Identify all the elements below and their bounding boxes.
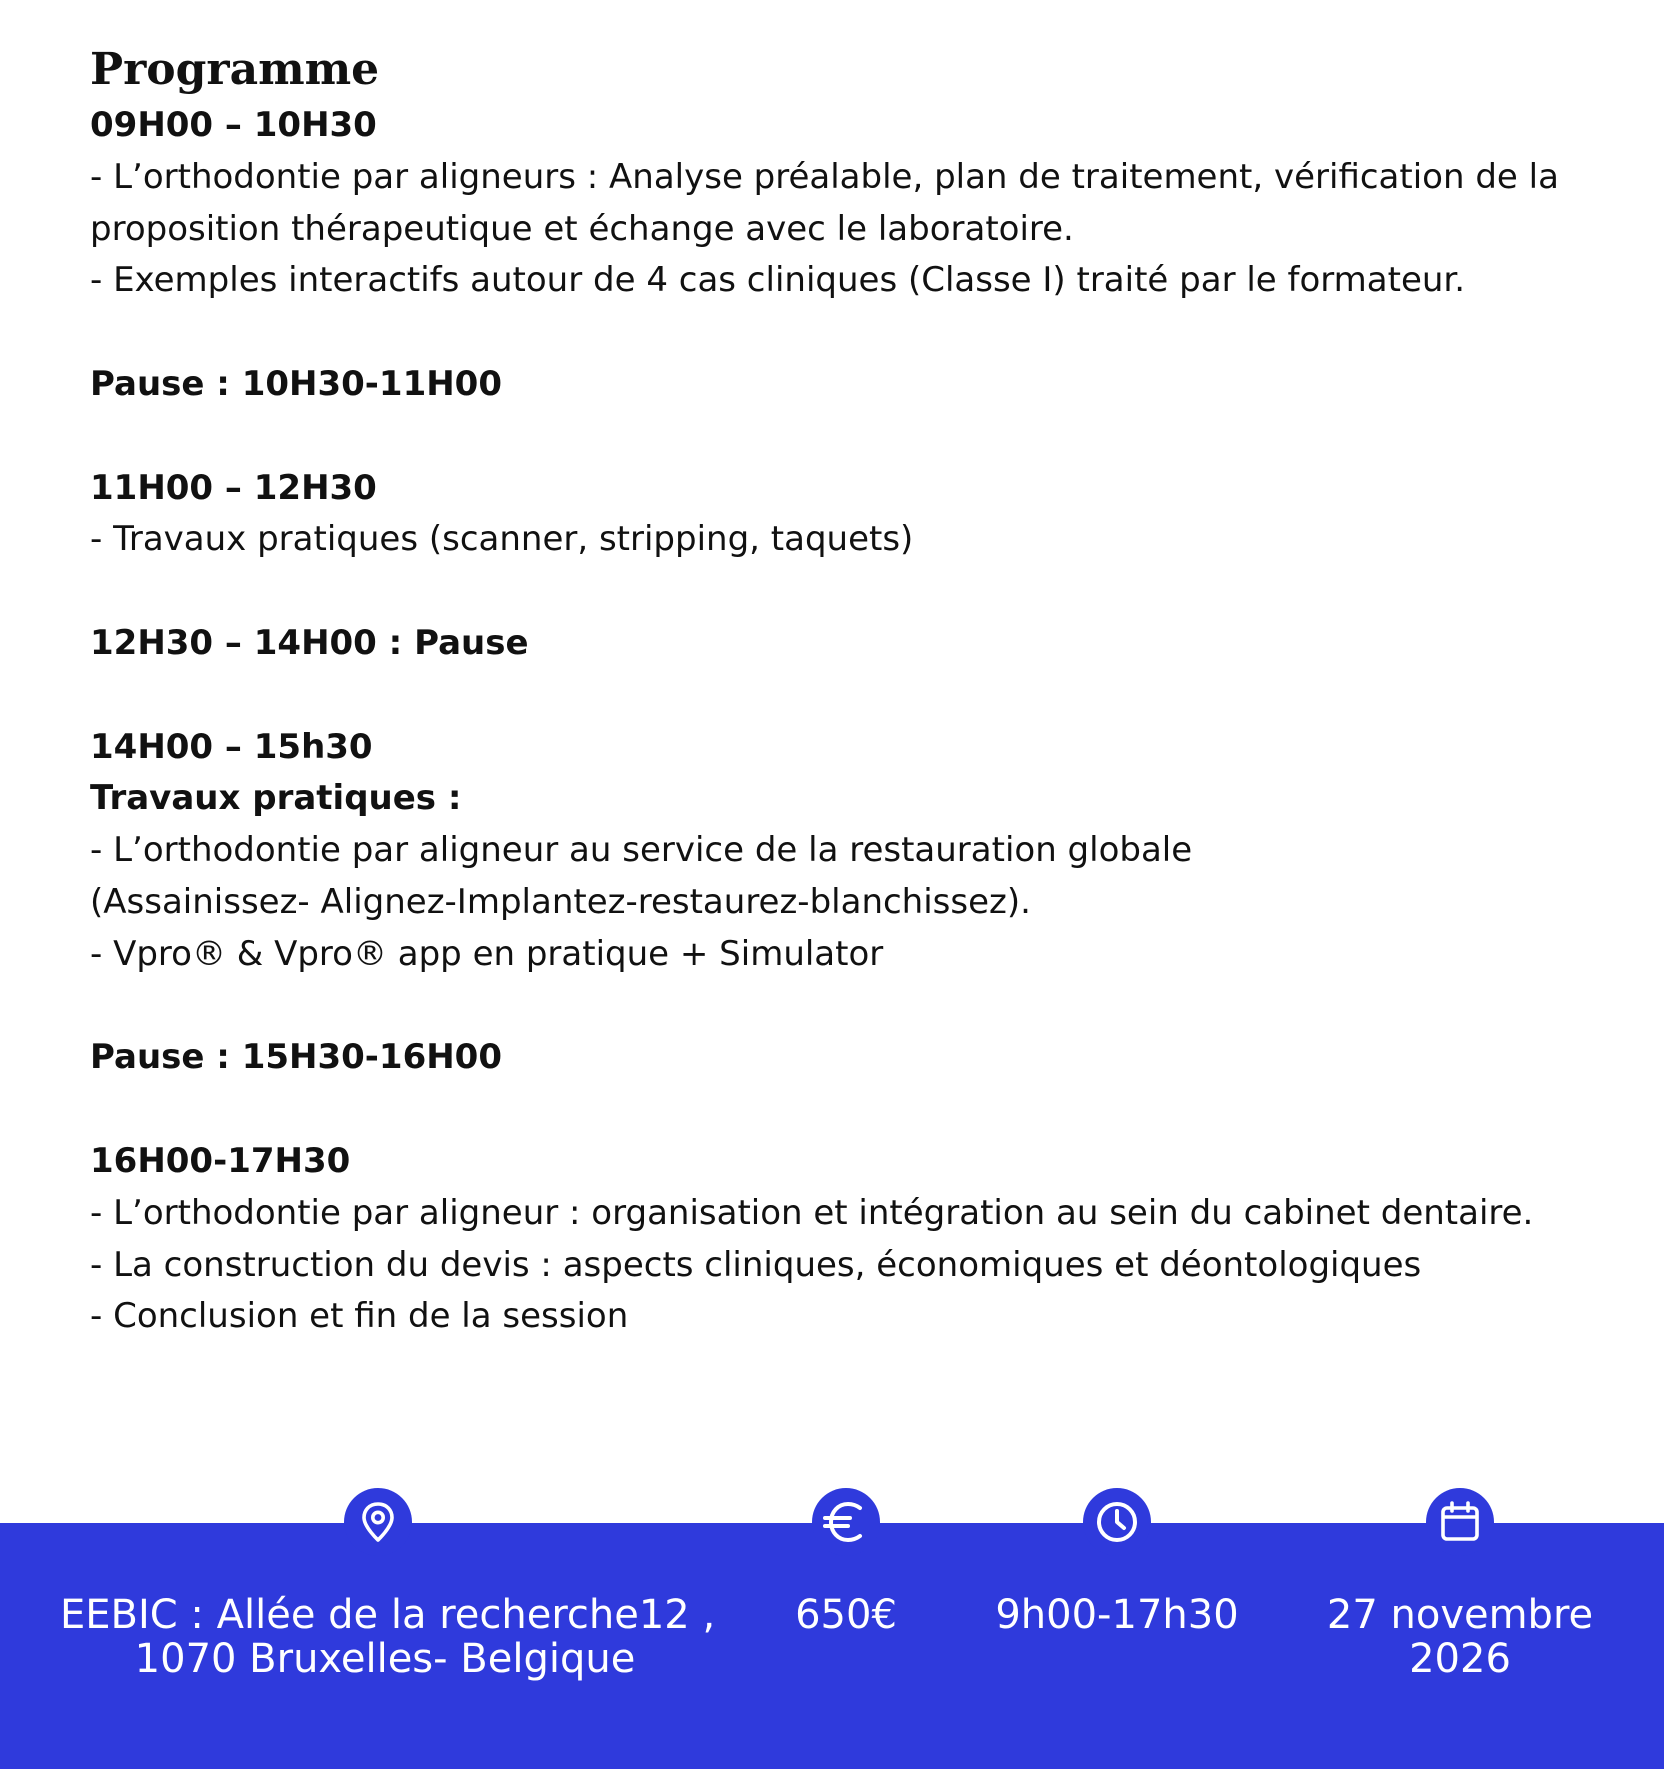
schedule-item: - L’orthodontie par aligneurs : Analyse préalable, plan de traitement, vérification de la — [90, 156, 1559, 197]
schedule-heading: 11H00 – 12H30 — [90, 467, 377, 508]
hours-value: 9h00-17h30 — [995, 1592, 1239, 1638]
euro-icon — [812, 1488, 880, 1556]
date-line-1: 27 novembre — [1326, 1592, 1594, 1638]
spacer — [90, 307, 1610, 359]
location-line-2: 1070 Bruxelles- Belgique — [134, 1636, 636, 1682]
programme-title: Programme — [90, 44, 380, 95]
schedule-heading: Pause : 10H30-11H00 — [90, 363, 503, 404]
schedule-item: - Travaux pratiques (scanner, stripping, taquets) — [90, 519, 914, 560]
schedule-heading: 12H30 – 14H00 : Pause — [90, 622, 529, 663]
spacer — [90, 981, 1610, 1033]
schedule-heading: 09H00 – 10H30 — [90, 105, 377, 145]
schedule-item: - La construction du devis : aspects cliniques, économiques et déontologiques — [90, 1244, 1422, 1285]
schedule-heading: 14H00 – 15h30 — [90, 726, 373, 767]
schedule-item: (Assainissez- Alignez-Implantez-restaurez-blanchissez). — [90, 881, 1031, 922]
clock-icon — [1083, 1488, 1151, 1556]
price-value: 650€ — [795, 1592, 897, 1638]
schedule-item: - L’orthodontie par aligneur au service de la restauration globale — [90, 830, 1193, 871]
schedule-item: proposition thérapeutique et échange avec le laboratoire. — [90, 208, 1074, 249]
schedule-item: - Conclusion et fin de la session — [90, 1296, 629, 1337]
date-line-2: 2026 — [1409, 1636, 1511, 1682]
schedule-heading: 16H00-17H30 — [90, 1140, 351, 1181]
spacer — [90, 411, 1610, 463]
programme-section — [90, 40, 1610, 1343]
location-line-1: EEBIC : Allée de la recherche12 , — [60, 1592, 716, 1638]
schedule-item: - L’orthodontie par aligneur : organisation et intégration au sein du cabinet dentaire. — [90, 1192, 1534, 1233]
schedule-item: - Exemples interactifs autour de 4 cas cliniques (Classe I) traité par le formateur. — [90, 260, 1466, 301]
calendar-icon — [1426, 1488, 1494, 1556]
schedule-item: - Vpro® & Vpro® app en pratique + Simulator — [90, 933, 884, 974]
location-text — [60, 1592, 716, 1682]
spacer — [90, 670, 1610, 722]
programme-schedule — [90, 100, 1610, 1343]
date-text — [1310, 1593, 1610, 1681]
location-pin-icon — [344, 1488, 412, 1556]
schedule-heading: Travaux pratiques : — [90, 778, 462, 819]
spacer — [90, 1084, 1610, 1136]
price-text — [746, 1593, 946, 1637]
hours-text — [967, 1593, 1267, 1637]
spacer — [90, 566, 1610, 618]
schedule-heading: Pause : 15H30-16H00 — [90, 1037, 503, 1078]
